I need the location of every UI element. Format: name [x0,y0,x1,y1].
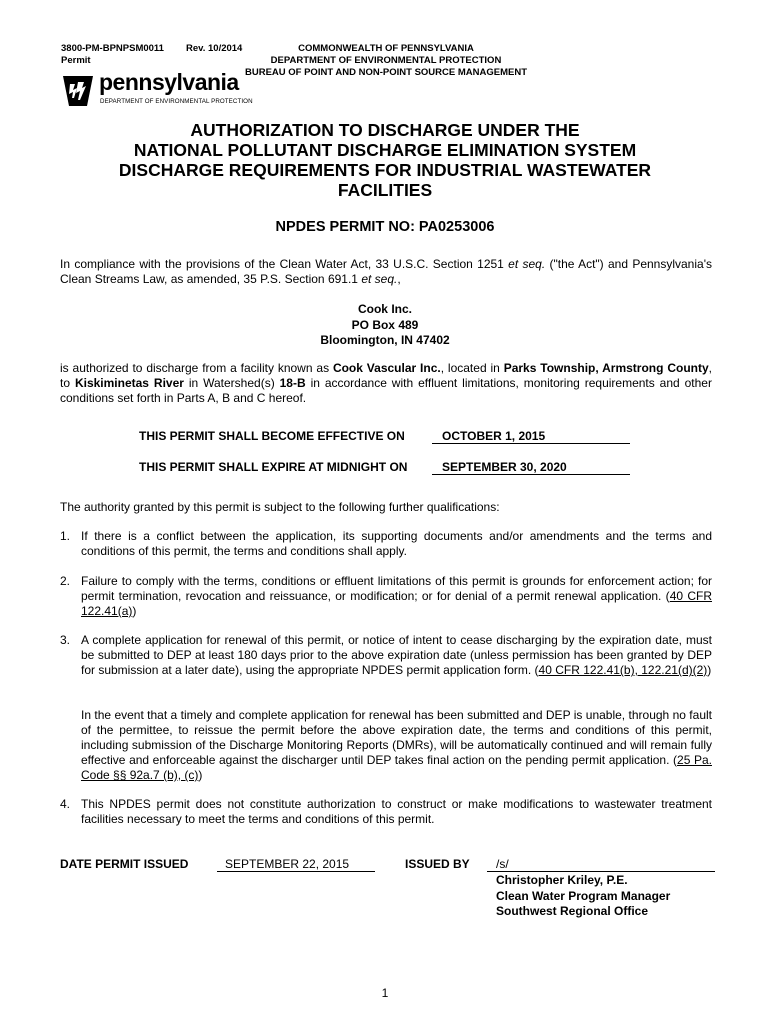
date-issued-label: DATE PERMIT ISSUED [60,857,189,871]
item-number: 2. [60,574,71,588]
expiration-date-label: THIS PERMIT SHALL EXPIRE AT MIDNIGHT ON [139,460,408,474]
permittee-city: Bloomington, IN 47402 [320,333,450,347]
regulation-reference: 25 Pa. Code §§ 92a.7 (b), (c) [81,753,712,782]
effective-date-label: THIS PERMIT SHALL BECOME EFFECTIVE ON [139,429,405,443]
permit-number: NPDES PERMIT NO: PA0253006 [275,219,495,235]
compliance-text: In compliance with the provisions of the Clean Water Act, 33 U.S.C. Section 1251 [60,257,509,271]
page-number: 1 [381,986,389,1000]
qualification-item-1 [60,529,712,561]
qualification-item-3 [60,633,712,697]
agency-line-bureau: BUREAU OF POINT AND NON-POINT SOURCE MANAGEMENT [244,67,527,78]
form-number: 3800-PM-BPNPSM0011 [61,43,164,54]
signer-block [496,873,670,920]
facility-name: Cook Vascular Inc. [332,361,441,375]
compliance-paragraph [60,257,712,287]
item-text-wrap [81,708,712,783]
permittee-po-box: PO Box 489 [351,317,419,332]
et-seq: et seq. [508,257,546,271]
authorization-paragraph [60,361,712,406]
qualification-item-3-continued [60,708,712,786]
compliance-text: ("the Act") and Pennsylvania's Clean Streams Law, as amended, 35 P.S. Section 691.1 [60,257,712,286]
item-text-wrap [81,633,712,678]
item-number: 1. [60,529,71,543]
item-number: 3. [60,633,71,647]
qualification-item-2 [60,574,712,622]
agency-line-commonwealth: COMMONWEALTH OF PENNSYLVANIA [298,43,474,54]
title-line: FACILITIES [337,180,433,200]
title-line: AUTHORIZATION TO DISCHARGE UNDER THE [190,120,580,140]
authorization-text: in accordance with effluent limitations, monitoring requirements and other conditions set forth in Parts A, B and C hereof. [60,376,712,405]
item-number: 4. [60,797,71,811]
title-line: DISCHARGE REQUIREMENTS FOR INDUSTRIAL WASTEWATER [118,160,652,180]
item-text: A complete application for renewal of this permit, or notice of intent to cease discharging by the expiration date, must be submitted to DEP at least 180 days prior to the above expiration date (unless permission has been granted by DEP for submission at a later date), using the appropriate NPDES permit application form. ( [81,633,712,677]
regulation-reference: 40 CFR 122.41(a) [81,589,712,618]
watershed-id: 18-B [279,376,306,390]
item-text: In the event that a timely and complete application for renewal has been submitted and DEP is unable, through no fault of the permittee, to reissue the permit before the above expiration date, the terms and conditions of this permit, including submission of the Discharge Monitoring Reports (DMRs), will be automatically continued and will remain fully effective and enforceable against the discharger until DEP takes final action on the pending permit application. ( [81,708,712,767]
date-issued-value: SEPTEMBER 22, 2015 [217,857,375,872]
item-text: If there is a conflict between the application, its supporting documents and/or amendments and the terms and conditions of this permit, the terms and conditions shall apply. [81,529,712,558]
qualifications-intro: The authority granted by this permit is subject to the following further qualifications: [60,500,500,514]
form-type: Permit [61,55,91,66]
facility-location: Parks Township, Armstrong County [503,361,709,375]
form-revision: Rev. 10/2014 [186,43,243,54]
signer-name: Christopher Kriley, P.E. [496,873,628,887]
signer-title: Clean Water Program Manager [496,888,671,903]
logo-subtitle: DEPARTMENT OF ENVIRONMENTAL PROTECTION [100,98,253,105]
item-text: ) [707,663,712,677]
logo-wordmark: pennsylvania [99,69,239,95]
compliance-text: , [397,272,401,286]
authorization-text: , located in [440,361,504,375]
authorization-text: , to [60,361,712,390]
authorization-text: in Watershed(s) [183,376,280,390]
item-text-wrap [81,574,712,619]
permit-title [60,120,710,200]
expiration-date-value: SEPTEMBER 30, 2020 [432,460,630,475]
signer-office: Southwest Regional Office [496,904,649,918]
regulation-reference: 40 CFR 122.41(b), 122.21(d)(2) [538,663,708,677]
item-text: ) [198,768,203,782]
authorization-text: is authorized to discharge from a facility known as [60,361,333,375]
et-seq: et seq. [361,272,398,286]
permittee-name: Cook Inc. [357,302,412,316]
qualification-item-4 [60,797,712,829]
item-text: This NPDES permit does not constitute authorization to construct or make modifications to wastewater treatment facilities necessary to meet the terms and conditions of this permit. [81,797,712,826]
title-line: NATIONAL POLLUTANT DISCHARGE ELIMINATION SYSTEM [133,140,637,160]
agency-line-department: DEPARTMENT OF ENVIRONMENTAL PROTECTION [270,55,502,66]
pa-dep-logo [61,70,261,110]
agency-header [236,43,536,79]
issued-by-label: ISSUED BY [405,857,470,871]
permittee-address [60,302,710,349]
receiving-water: Kiskiminetas River [74,376,184,390]
item-text: ) [132,604,137,618]
keystone-icon [61,74,95,108]
signature-line: /s/ [487,857,715,872]
form-identifier [61,43,242,67]
effective-date-value: OCTOBER 1, 2015 [432,429,630,444]
item-text: Failure to comply with the terms, conditions or effluent limitations of this permit is grounds for enforcement action; for permit termination, revocation and reissuance, or modification; or for denial of a permit renewal application. ( [81,574,712,603]
